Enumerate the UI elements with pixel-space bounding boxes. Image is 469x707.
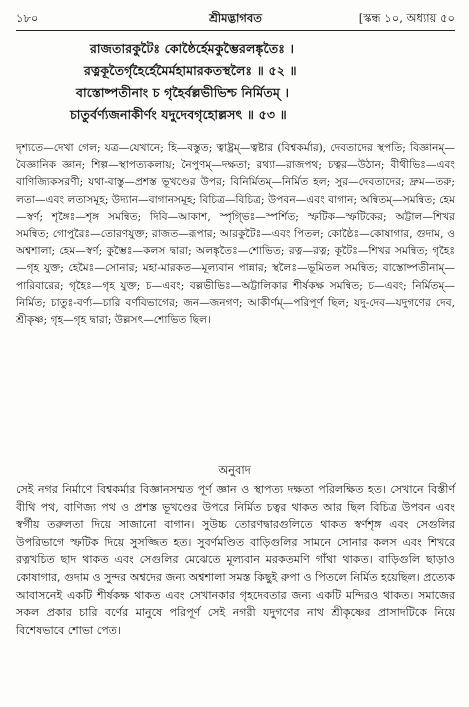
translation-text: সেই নগর নির্মাণে বিশ্বকর্মার বিজ্ঞানসম্মত পূর্ণ জ্ঞান ও স্থাপত্য দক্ষতা পরিলক্ষিত হত। সেখানে বিস্তীর্ণ বীথি পথ, বাণিজ্য পথ ও প্রশস্ত ভূখণ্ডের উপরে নির্মিত চত্বর থাকত আর ছিল বিচিত্র উপবন এবং স্বর্গীয় তরুলতা দিয়ে সাজানো বাগান। সুউচ্চ তোরণদ্বারগুলিতে থাকত স্বর্ণশৃঙ্গ এবং সেগুলির উপরিভাগে স্ফটিক দিয়ে সুসজ্জিত হত। সুবর্ণমণ্ডিত বাড়িগুলির সামনে সোনার কলস এবং শিখরে রত্নখচিত ছাদ থাকত এবং সেগুলির মেঝেতে মূল্যবান মরকতমণি গাঁথা থাকত। বাড়িগুলি ছাড়াও কোষাগার, গুদাম ও সুন্দর অশ্বদের জন্য অশ্বশালা সমস্ত কিছুই রুপা ও পিতলে নির্মিত হয়েছিল। প্রত্যেক আবাসনেই একটি শীর্ষকক্ষ থাকত এবং সেখানকার গৃহদেবতার জন্য একটি মন্দিরও থাকত। সমাজের সকল প্রকার চারি বর্ণের মানুষে পরিপূর্ণ সেই নগরী যদুগণের নাথ শ্রীকৃষ্ণের প্রাসাদটিকে নিয়ে বিশেষভাবে শোভা পেত।	[16, 483, 455, 637]
sanskrit-verses	[40, 38, 449, 126]
book-title: শ্রীমদ্ভাগবত	[209, 11, 262, 25]
word-meanings-text: দৃশ্যতে—দেখা গেল; যত্র—যেখানে; হি—বস্তুত; ত্বাষ্ট্রম্—ত্বষ্টার (বিশ্বকর্মার), দেবতাদের স্থপতি; বিজ্ঞানম্—বৈজ্ঞানিক জ্ঞান; শিল্প—স্থাপত্যকলায়; নৈপুণম্—দক্ষতা; রথ্যা—রাজপথ; চত্বর—উঠান; বীথীভিঃ—এবং বাণিজ্যিকসরণী; যথা-বাস্তু—প্রশস্ত ভূখণ্ডের উপর; বিনির্মিতম্—নির্মিত হল; সুর—দেবতাদের; দ্রুম—তরু; লতা—এবং লতাসমূহ; উদ্যান—বাগানসমূহ; বিচিত্র—বিচিত্র; উপবন—এবং বাগান; অন্বিতম্—সমন্বিত; হেম—স্বর্ণ; শৃঙ্গৈঃ—শৃঙ্গ সমন্বিত; দিবি—আকাশ, স্পৃগ্ভিঃ—স্পর্শিত; স্ফটিক—স্ফটিকের; অট্টাল—শিখর সমন্বিত; গোপুরৈঃ—তোরণযুক্ত; রাজত—রূপার; আরকুটৈঃ—এবং পিতল; কোষ্ঠৈঃ—কোষাগার, গুদাম, ও অশ্বশালা; হেম—স্বর্ণ; কুম্ভৈঃ—কলস দ্বারা; অলঙ্কৃতৈঃ—শোভিত; রত্ন—রত্ন; কূটৈঃ—শিখর সমন্বিত; গৃহৈঃ—গৃহ যুক্ত; হেমৈঃ—সোনার; মহা-মারকত—মূল্যবান পান্নার; স্থলৈঃ—ভূমিতল সমন্বিত; বাস্তোষ্পতীনাম্—পারিবারের; গৃহৈঃ—গৃহ যুক্ত; চ—এবং; বল্লভীভিঃ—অট্টালিকার শীর্ষকক্ষ সমন্বিত; চ—এবং; নির্মিতম্—নির্মিত; চাতুঃ-বর্ণ্য—চারি বর্ণবিভাগের; জন—জনগণ; আকীর্ণম্—পরিপূর্ণ ছিল; যদু-দেব—যদুগণের দেব, শ্রীকৃষ্ণ; গৃহ—গৃহ দ্বারা; উল্লসৎ—শোভিত ছিল।	[16, 142, 455, 327]
page-header	[16, 8, 455, 31]
translation	[16, 481, 455, 639]
verse-line: রাজতারকুটৈঃ কোষ্ঠৈর্হেমকুম্ভৈরলঙ্কৃতৈঃ ।	[90, 41, 295, 56]
verse-line: রত্নকূতৈর্গৃহৈর্হেমৈর্মহামারকতস্থলৈঃ ॥ ৫২ ॥	[84, 63, 297, 78]
verse-line: বাস্তোষ্পতীনাং চ গৃহৈর্বল্লভীভিশ্চ নির্মিতম্ ।	[76, 85, 290, 100]
section-reference: [স্কন্ধ ১০, অধ্যায় ৫০	[358, 11, 455, 25]
verse-line: চাতুর্বর্ণ্যজনাকীর্ণং যদুদেবগৃহোল্লসৎ ॥ ৫৩ ॥	[70, 107, 287, 122]
page-number: ১৮০	[16, 11, 39, 25]
word-meanings	[16, 140, 455, 329]
translation-heading: অনুবাদ	[218, 463, 251, 477]
